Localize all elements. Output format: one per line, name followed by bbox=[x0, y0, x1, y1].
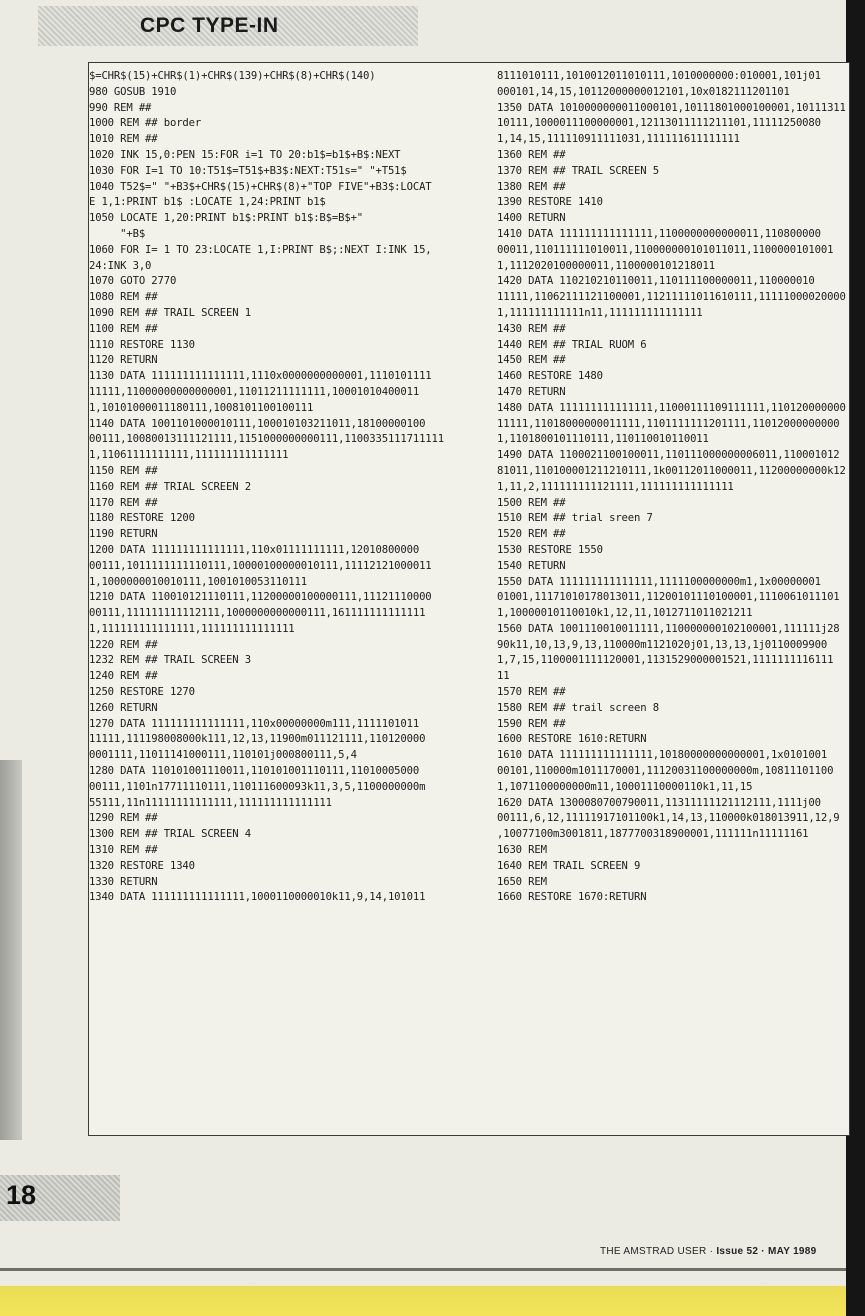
code-line: 11111,11062111121100001,11211111011610111,11111000020000 bbox=[497, 291, 846, 304]
code-line: 1190 RETURN bbox=[89, 528, 158, 541]
code-line: 1560 DATA 1001110010011111,110000000102100001,111111j28 bbox=[497, 622, 840, 635]
code-line: 00111,1011111111110111,10000100000010111,11112121000011 bbox=[89, 559, 432, 572]
code-line: 1550 DATA 111111111111111,1111100000000m1,1x00000001 bbox=[497, 575, 821, 588]
code-line: 1080 REM ## bbox=[89, 291, 158, 304]
code-line: 1,10101000011180111,1008101100100111 bbox=[89, 401, 314, 414]
code-line: 1200 DATA 111111111111111,110x01111111111,12010800000 bbox=[89, 543, 420, 556]
code-line: 1,111111111111n11,111111111111111 bbox=[497, 306, 703, 319]
footer bbox=[600, 1246, 817, 1257]
code-line: 1480 DATA 111111111111111,11000111109111111,110120000000 bbox=[497, 401, 846, 414]
code-line: 1280 DATA 110101001110011,110101001110111,11010005000 bbox=[89, 765, 420, 778]
code-line: 1250 RESTORE 1270 bbox=[89, 686, 195, 699]
code-line: 1590 REM ## bbox=[497, 717, 566, 730]
code-line: 11111,11018000000011111,1101111111201111,11012000000000 bbox=[497, 417, 840, 430]
code-line: 1240 REM ## bbox=[89, 670, 158, 683]
code-line: 1440 REM ## TRIAL RUOM 6 bbox=[497, 338, 647, 351]
code-line: 1530 RESTORE 1550 bbox=[497, 543, 603, 556]
publication-name: THE AMSTRAD USER bbox=[600, 1246, 707, 1257]
section-title: CPC TYPE-IN bbox=[140, 14, 279, 37]
code-line: 1,1112020100000011,1100000101218011 bbox=[497, 259, 715, 272]
code-line: 8111010111,1010012011010111,1010000000:010001,101j01 bbox=[497, 70, 821, 82]
code-line: 1420 DATA 110210210110011,110111100000011,110000010 bbox=[497, 275, 815, 288]
code-line: 1660 RESTORE 1670:RETURN bbox=[497, 891, 647, 904]
footer-separator: · bbox=[709, 1246, 714, 1257]
code-line: 1330 RETURN bbox=[89, 875, 158, 888]
code-line: 1150 REM ## bbox=[89, 464, 158, 477]
code-line: 1610 DATA 111111111111111,10180000000000001,1x0101001 bbox=[497, 749, 828, 762]
code-line: 55111,11n11111111111111,111111111111111 bbox=[89, 796, 332, 809]
bottom-color-strip bbox=[0, 1286, 846, 1316]
code-line: 990 REM ## bbox=[89, 101, 152, 114]
code-line: 1520 REM ## bbox=[497, 528, 566, 541]
code-line: 90k11,10,13,9,13,110000m1121020j01,13,13,1j0110009900 bbox=[497, 638, 828, 651]
code-line: 1650 REM bbox=[497, 875, 547, 888]
code-line: 1430 REM ## bbox=[497, 322, 566, 335]
code-line: 1380 REM ## bbox=[497, 180, 566, 193]
code-line: E 1,1:PRINT b1$ :LOCATE 1,24:PRINT b1$ bbox=[89, 196, 326, 209]
code-line: 0001111,11011141000111,110101j000800111,5,4 bbox=[89, 749, 357, 762]
code-line: 1370 REM ## TRAIL SCREEN 5 bbox=[497, 164, 659, 177]
code-line: 1130 DATA 111111111111111,1110x0000000000001,1110101111 bbox=[89, 370, 432, 383]
code-line: 1270 DATA 111111111111111,110x00000000m111,1111101011 bbox=[89, 717, 420, 730]
code-line: 980 GOSUB 1910 bbox=[89, 85, 177, 98]
code-line: 10111,1000011100000001,12113011111211101,11111250080 bbox=[497, 117, 821, 130]
code-line: 000101,14,15,10112000000012101,10x0182111201101 bbox=[497, 85, 790, 98]
code-line: ,10077100m3001811,1877700318900001,111111n11111161 bbox=[497, 828, 809, 841]
code-line: 1570 REM ## bbox=[497, 686, 566, 699]
code-line: 1,1071100000000m11,10001110000110k1,11,15 bbox=[497, 780, 753, 793]
code-line: 1010 REM ## bbox=[89, 133, 158, 146]
issue-label: Issue 52 · MAY 1989 bbox=[716, 1246, 817, 1257]
code-line: 1490 DATA 1100021100100011,110111000000006011,110001012 bbox=[497, 449, 840, 462]
footer-rule bbox=[0, 1268, 846, 1271]
listing-column-left bbox=[89, 69, 475, 906]
code-line: 1140 DATA 1001101000010111,100010103211011,18100000100 bbox=[89, 417, 426, 430]
code-line: 1,1000000010010111,1001010053110111 bbox=[89, 575, 307, 588]
code-line: 1400 RETURN bbox=[497, 212, 566, 225]
code-line: 1030 FOR I=1 TO 10:T51$=T51$+B3$:NEXT:T51s=" "+T51$ bbox=[89, 164, 407, 177]
code-line: 1600 RESTORE 1610:RETURN bbox=[497, 733, 647, 746]
code-line: 1,1101800101110111,110110010110011 bbox=[497, 433, 709, 446]
code-line: 1110 RESTORE 1130 bbox=[89, 338, 195, 351]
code-line: 1,11061111111111,111111111111111 bbox=[89, 449, 289, 462]
code-line: 1340 DATA 111111111111111,1000110000010k11,9,14,101011 bbox=[89, 891, 426, 904]
code-line: 24:INK 3,0 bbox=[89, 259, 152, 272]
code-line: 1300 REM ## TRIAL SCREEN 4 bbox=[89, 828, 251, 841]
code-line: 1630 REM bbox=[497, 844, 547, 857]
code-line: 01001,11171010178013011,11200101110100001,1110061011101 bbox=[497, 591, 840, 604]
page-number: 18 bbox=[6, 1180, 37, 1210]
code-line: 11111,11000000000000001,11011211111111,10001010400011 bbox=[89, 385, 420, 398]
code-line: 1620 DATA 1300080700790011,11311111121112111,1111j00 bbox=[497, 796, 821, 809]
program-listing bbox=[88, 62, 850, 1136]
code-line: 1410 DATA 111111111111111,1100000000000011,110800000 bbox=[497, 227, 821, 240]
code-line: 1500 REM ## bbox=[497, 496, 566, 509]
code-line: 1100 REM ## bbox=[89, 322, 158, 335]
code-line: 1060 FOR I= 1 TO 23:LOCATE 1,I:PRINT B$;:NEXT I:INK 15, bbox=[89, 243, 432, 256]
code-line: $=CHR$(15)+CHR$(1)+CHR$(139)+CHR$(8)+CHR$(140) bbox=[89, 70, 376, 82]
code-line: 1320 RESTORE 1340 bbox=[89, 859, 195, 872]
code-line: 1290 REM ## bbox=[89, 812, 158, 825]
code-line: 1090 REM ## TRAIL SCREEN 1 bbox=[89, 306, 251, 319]
listing-column-right bbox=[497, 69, 849, 906]
code-line: 00101,110000m1011170001,11120031100000000m,10811101100 bbox=[497, 765, 834, 778]
code-line: 1232 REM ## TRAIL SCREEN 3 bbox=[89, 654, 251, 667]
code-line: 1,10000010110010k1,12,11,1012711011021211 bbox=[497, 607, 753, 620]
code-line: 00111,111111111112111,1000000000000111,161111111111111 bbox=[89, 607, 426, 620]
code-line: 1540 RETURN bbox=[497, 559, 566, 572]
code-line: 81011,110100001211210111,1k00112011000011,11200000000k12 bbox=[497, 464, 846, 477]
code-line: 00011,110111111010011,110000000101011011,1100000101001 bbox=[497, 243, 834, 256]
code-line: 1,7,15,1100001111120001,1131529000001521,1111111116111 bbox=[497, 654, 834, 667]
code-line: 1640 REM TRAIL SCREEN 9 bbox=[497, 859, 641, 872]
code-line: 1040 T52$=" "+B3$+CHR$(15)+CHR$(8)+"TOP FIVE"+B3$:LOCAT bbox=[89, 180, 432, 193]
code-line: 1580 REM ## trail screen 8 bbox=[497, 701, 659, 714]
code-line: 1020 INK 15,0:PEN 15:FOR i=1 TO 20:b1$=b1$+B$:NEXT bbox=[89, 148, 401, 161]
code-line: 11 bbox=[497, 670, 510, 683]
code-line: 1210 DATA 110010121110111,11200000100000111,11121110000 bbox=[89, 591, 432, 604]
code-line: 1450 REM ## bbox=[497, 354, 566, 367]
code-line: 1220 REM ## bbox=[89, 638, 158, 651]
code-line: 1510 REM ## trial sreen 7 bbox=[497, 512, 653, 525]
code-line: 1390 RESTORE 1410 bbox=[497, 196, 603, 209]
code-line: 1350 DATA 1010000000011000101,10111801000100001,10111311 bbox=[497, 101, 846, 114]
code-line: 1000 REM ## border bbox=[89, 117, 202, 130]
page-margin-shade bbox=[0, 760, 22, 1140]
code-line: 1,14,15,111110911111031,111111611111111 bbox=[497, 133, 740, 146]
code-line: 1160 REM ## TRIAL SCREEN 2 bbox=[89, 480, 251, 493]
code-line: 00111,10080013111121111,1151000000000111,1100335111711111 bbox=[89, 433, 444, 446]
code-line: 1,11,2,111111111121111,111111111111111 bbox=[497, 480, 734, 493]
code-line: 1260 RETURN bbox=[89, 701, 158, 714]
code-line: 1170 REM ## bbox=[89, 496, 158, 509]
code-line: 11111,111198008000k111,12,13,11900m011121111,110120000 bbox=[89, 733, 426, 746]
code-line: 1,111111111111111,111111111111111 bbox=[89, 622, 295, 635]
code-line: 1360 REM ## bbox=[497, 148, 566, 161]
code-line: 1470 RETURN bbox=[497, 385, 566, 398]
code-line: 1310 REM ## bbox=[89, 844, 158, 857]
code-line: "+B$ bbox=[89, 227, 146, 240]
code-line: 1460 RESTORE 1480 bbox=[497, 370, 603, 383]
code-line: 1120 RETURN bbox=[89, 354, 158, 367]
code-line: 00111,1101n17711110111,110111600093k11,3,5,1100000000m bbox=[89, 780, 426, 793]
code-line: 1070 GOTO 2770 bbox=[89, 275, 177, 288]
code-line: 00111,6,12,11111917101100k1,14,13,110000k018013911,12,9 bbox=[497, 812, 840, 825]
code-line: 1180 RESTORE 1200 bbox=[89, 512, 195, 525]
code-line: 1050 LOCATE 1,20:PRINT b1$:PRINT b1$:B$=B$+" bbox=[89, 212, 364, 225]
